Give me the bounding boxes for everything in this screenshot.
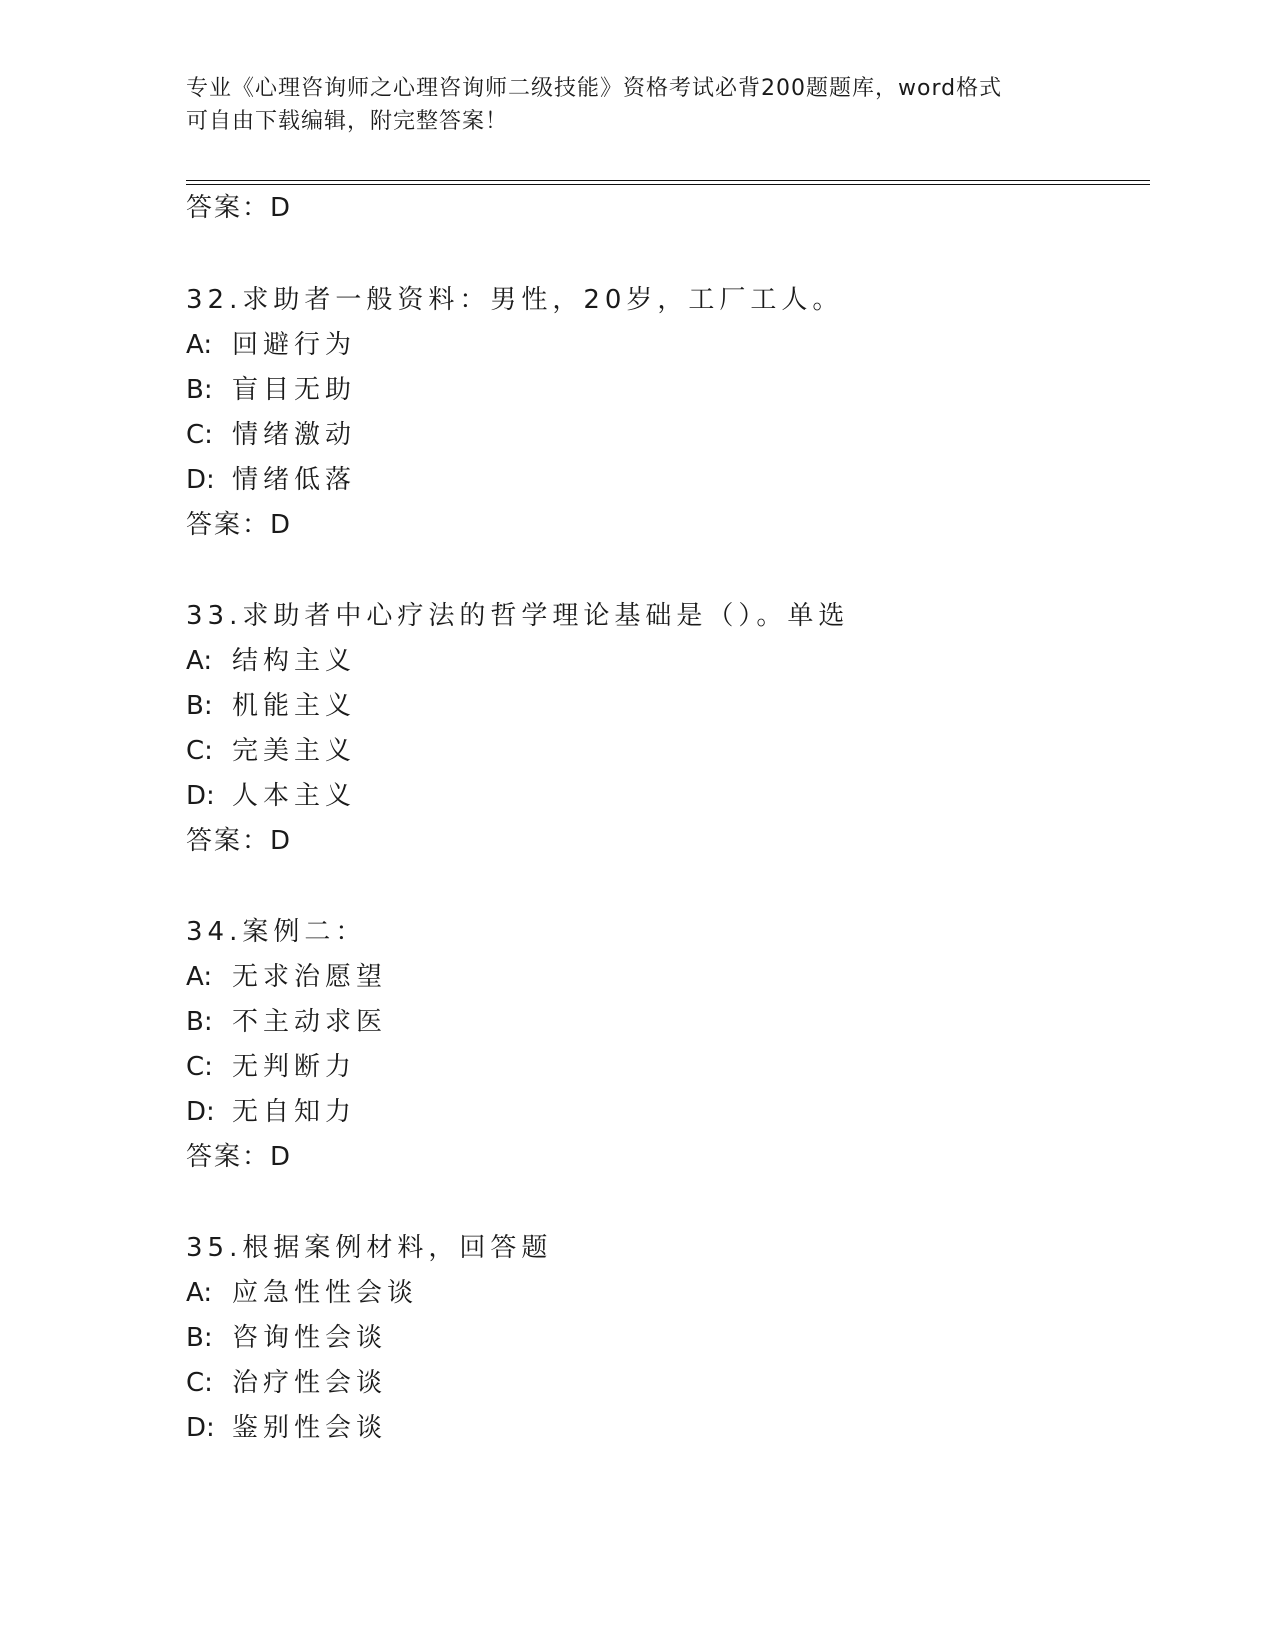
option-text: 无求治愿望 — [232, 962, 388, 992]
header-divider-top — [186, 180, 1150, 181]
question-34-option-a — [186, 960, 387, 994]
option-key: C: — [186, 1052, 213, 1082]
question-35-title: 35.根据案例材料，回答题 — [186, 1233, 553, 1263]
option-key: C: — [186, 1368, 213, 1398]
question-32-option-a — [186, 328, 356, 362]
header-line-2: 可自由下载编辑，附完整答案！ — [186, 109, 509, 134]
option-key: D: — [186, 1097, 215, 1127]
question-35-option-d — [186, 1411, 387, 1445]
question-32-option-d — [186, 463, 356, 497]
option-key: A: — [186, 330, 213, 360]
option-text: 情绪低落 — [232, 465, 357, 495]
question-33-answer: 答案：D — [186, 826, 293, 856]
question-34-option-b — [186, 1005, 387, 1039]
option-text: 人本主义 — [232, 781, 357, 811]
option-text: 治疗性会谈 — [232, 1368, 388, 1398]
option-key: D: — [186, 465, 215, 495]
option-key: B: — [186, 691, 213, 721]
question-33-option-c — [186, 734, 356, 768]
option-text: 盲目无助 — [232, 375, 357, 405]
option-text: 结构主义 — [232, 646, 357, 676]
option-key: C: — [186, 736, 213, 766]
answer-previous: 答案：D — [186, 193, 293, 223]
option-text: 机能主义 — [232, 691, 357, 721]
question-32-option-c — [186, 418, 356, 452]
option-text: 咨询性会谈 — [232, 1323, 388, 1353]
option-text: 完美主义 — [232, 736, 357, 766]
question-35-option-b — [186, 1321, 387, 1355]
option-key: B: — [186, 1323, 213, 1353]
option-key: D: — [186, 1413, 215, 1443]
question-32-answer: 答案：D — [186, 510, 293, 540]
option-text: 情绪激动 — [232, 420, 357, 450]
option-key: B: — [186, 375, 213, 405]
option-key: A: — [186, 1278, 213, 1308]
option-text: 回避行为 — [232, 330, 357, 360]
option-text: 应急性性会谈 — [232, 1278, 419, 1308]
question-32-option-b — [186, 373, 356, 407]
option-text: 不主动求医 — [232, 1007, 388, 1037]
question-34-option-c — [186, 1050, 356, 1084]
question-33-title: 33.求助者中心疗法的哲学理论基础是（）。单选 — [186, 601, 850, 631]
header-line-1: 专业《心理咨询师之心理咨询师二级技能》资格考试必背200题题库，word格式 — [186, 76, 1003, 101]
option-text: 无自知力 — [232, 1097, 357, 1127]
document-header — [186, 72, 1066, 138]
option-key: C: — [186, 420, 213, 450]
question-33-option-a — [186, 644, 356, 678]
option-key: A: — [186, 962, 213, 992]
option-key: B: — [186, 1007, 213, 1037]
option-key: A: — [186, 646, 213, 676]
option-text: 无判断力 — [232, 1052, 357, 1082]
question-35-option-a — [186, 1276, 418, 1310]
question-34-option-d — [186, 1095, 356, 1129]
question-33-option-d — [186, 779, 356, 813]
question-33-option-b — [186, 689, 356, 723]
question-32-title: 32.求助者一般资料：男性，20岁，工厂工人。 — [186, 285, 844, 315]
option-text: 鉴别性会谈 — [232, 1413, 388, 1443]
question-34-answer: 答案：D — [186, 1142, 293, 1172]
header-divider-bottom — [186, 184, 1150, 185]
question-35-option-c — [186, 1366, 387, 1400]
option-key: D: — [186, 781, 215, 811]
question-34-title: 34.案例二： — [186, 917, 367, 947]
